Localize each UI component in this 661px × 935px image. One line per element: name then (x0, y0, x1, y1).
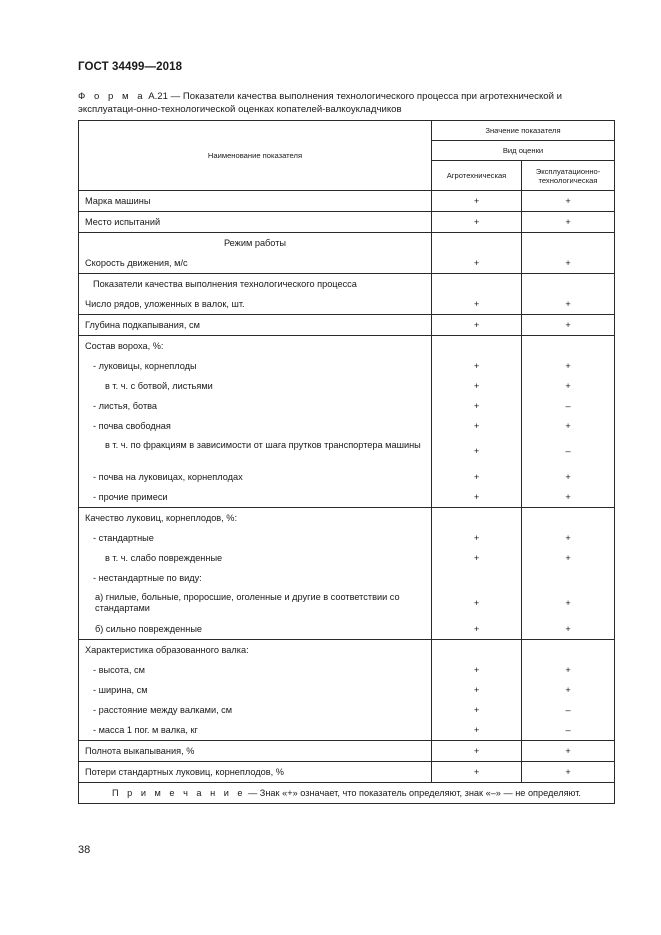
note-label: П р и м е ч а н и е (112, 788, 246, 798)
agro-mark (432, 508, 521, 528)
agro-mark: + (473, 258, 480, 268)
agro-cell (432, 741, 522, 762)
page-number: 38 (78, 844, 91, 856)
row-label-cell (79, 191, 432, 212)
expl-cell (522, 315, 615, 336)
expl-mark (522, 274, 614, 294)
expl-mark (522, 336, 614, 356)
row-label: Глубина подкапывания, см (85, 320, 200, 330)
table-row (79, 212, 615, 233)
agro-cell (432, 640, 522, 741)
table-row (79, 191, 615, 212)
agro-mark: + (473, 553, 480, 563)
row-label-cell (79, 233, 432, 274)
agro-cell (432, 336, 522, 508)
table-row (79, 762, 615, 783)
row-label: - прочие примеси (93, 492, 168, 502)
expl-cell (522, 336, 615, 508)
row-label: Место испытаний (85, 217, 161, 227)
agro-mark (432, 568, 521, 588)
expl-cell (522, 762, 615, 783)
agro-mark: + (473, 299, 480, 309)
header-kind: Вид оценки (432, 141, 615, 161)
row-label: Режим работы (223, 238, 287, 248)
agro-mark (432, 274, 521, 294)
row-label-cell (79, 508, 432, 640)
row-label: Характеристика образованного валка: (85, 645, 249, 655)
agro-mark: + (473, 705, 480, 715)
expl-cell (522, 508, 615, 640)
row-label: Потери стандартных луковиц, корнеплодов, % (85, 767, 284, 777)
table-row (79, 741, 615, 762)
expl-mark: + (565, 299, 571, 309)
row-label: - высота, см (93, 665, 145, 675)
row-label: Марка машины (85, 196, 151, 206)
agro-mark: + (473, 401, 480, 411)
expl-mark: + (565, 665, 571, 675)
agro-mark: + (473, 624, 480, 634)
table-note (79, 783, 615, 804)
row-label-cell (79, 762, 432, 783)
row-label: - почва на луковицах, корнеплодах (93, 472, 243, 482)
agro-mark: + (473, 217, 480, 227)
agro-mark: + (473, 381, 480, 391)
agro-mark: + (473, 665, 480, 675)
row-label: Скорость движения, м/с (85, 258, 188, 268)
agro-cell (432, 508, 522, 640)
expl-mark (522, 568, 614, 588)
agro-cell (432, 315, 522, 336)
agro-mark: + (473, 746, 480, 756)
row-label: б) сильно поврежденные (95, 624, 203, 634)
table-row (79, 508, 615, 640)
expl-mark: – (565, 725, 571, 735)
agro-mark (432, 640, 521, 660)
expl-mark: + (565, 361, 571, 371)
row-label: - расстояние между валками, см (93, 705, 233, 715)
table-row (79, 233, 615, 274)
expl-cell (522, 191, 615, 212)
expl-mark: + (565, 553, 571, 563)
table-row (79, 315, 615, 336)
expl-mark: – (565, 446, 571, 456)
agro-cell (432, 233, 522, 274)
agro-mark (432, 336, 521, 356)
row-label: Полнота выкапывания, % (85, 746, 195, 756)
agro-mark: + (473, 492, 480, 502)
standard-header: ГОСТ 34499—2018 (78, 61, 183, 73)
row-label-cell (79, 336, 432, 508)
table-row (79, 274, 615, 315)
row-label: в т. ч. по фракциям в зависимости от шага прутков транспортера машины (105, 440, 421, 450)
row-label: - стандартные (93, 533, 154, 543)
row-label: Состав вороха, %: (85, 341, 164, 351)
table-row (79, 640, 615, 741)
row-label: - ширина, см (93, 685, 148, 695)
expl-mark: + (565, 421, 571, 431)
row-label: - масса 1 пог. м валка, кг (93, 725, 198, 735)
expl-cell (522, 233, 615, 274)
expl-mark (522, 640, 614, 660)
agro-mark: + (473, 598, 480, 608)
agro-mark: + (473, 361, 480, 371)
row-label: - листья, ботва (93, 401, 158, 411)
row-label: - нестандартные по виду: (93, 573, 202, 583)
agro-mark: + (473, 446, 480, 456)
agro-mark: + (473, 472, 480, 482)
header-name: Наименование показателя (79, 121, 432, 191)
row-label: Качество луковиц, корнеплодов, %: (85, 513, 238, 523)
agro-mark: + (473, 421, 480, 431)
row-label: в т. ч. с ботвой, листьями (105, 381, 213, 391)
expl-cell (522, 640, 615, 741)
row-label: в т. ч. слабо поврежденные (105, 553, 223, 563)
form-title: А.21 — Показатели качества выполнения технологического процесса при агротехнической и эксплуатаци-онно-технологической оценках копателей-валкоукладчиков (78, 91, 562, 115)
agro-cell (432, 274, 522, 315)
expl-mark: + (565, 472, 571, 482)
expl-mark: + (565, 320, 571, 330)
form-label: Ф о р м а (78, 91, 146, 102)
header-expl: Эксплуатационно-технологическая (522, 161, 615, 191)
expl-mark: + (565, 381, 571, 391)
agro-mark: + (473, 685, 480, 695)
row-label-cell (79, 741, 432, 762)
expl-mark: – (565, 705, 571, 715)
form-caption (78, 91, 598, 116)
expl-mark: + (565, 624, 571, 634)
expl-cell (522, 274, 615, 315)
header-value: Значение показателя (432, 121, 615, 141)
row-label: а) гнилые, больные, проросшие, оголенные и другие в соответствии со стандартами (95, 592, 400, 613)
agro-mark (432, 233, 521, 253)
expl-mark (522, 233, 614, 253)
indicators-table (78, 120, 615, 804)
note-text: — Знак «+» означает, что показатель определяют, знак «–» — не определяют. (248, 788, 581, 798)
agro-mark: + (473, 320, 480, 330)
row-label-cell (79, 315, 432, 336)
expl-mark: + (565, 217, 571, 227)
expl-mark: + (565, 196, 571, 206)
expl-mark (522, 508, 614, 528)
row-label-cell (79, 640, 432, 741)
expl-mark: + (565, 598, 571, 608)
row-label: - почва свободная (93, 421, 171, 431)
expl-mark: – (565, 401, 571, 411)
header-agro: Агротехническая (432, 161, 522, 191)
table-row (79, 336, 615, 508)
agro-mark: + (473, 767, 480, 777)
expl-mark: + (565, 533, 571, 543)
agro-cell (432, 191, 522, 212)
expl-mark: + (565, 258, 571, 268)
agro-mark: + (473, 725, 480, 735)
agro-cell (432, 762, 522, 783)
row-label: - луковицы, корнеплоды (93, 361, 197, 371)
row-label-cell (79, 274, 432, 315)
expl-mark: + (565, 685, 571, 695)
agro-mark: + (473, 196, 480, 206)
expl-cell (522, 212, 615, 233)
row-label: Показатели качества выполнения технологического процесса (93, 279, 357, 289)
row-label-cell (79, 212, 432, 233)
expl-mark: + (565, 767, 571, 777)
expl-mark: + (565, 492, 571, 502)
row-label: Число рядов, уложенных в валок, шт. (85, 299, 245, 309)
expl-mark: + (565, 746, 571, 756)
expl-cell (522, 741, 615, 762)
agro-cell (432, 212, 522, 233)
agro-mark: + (473, 533, 480, 543)
